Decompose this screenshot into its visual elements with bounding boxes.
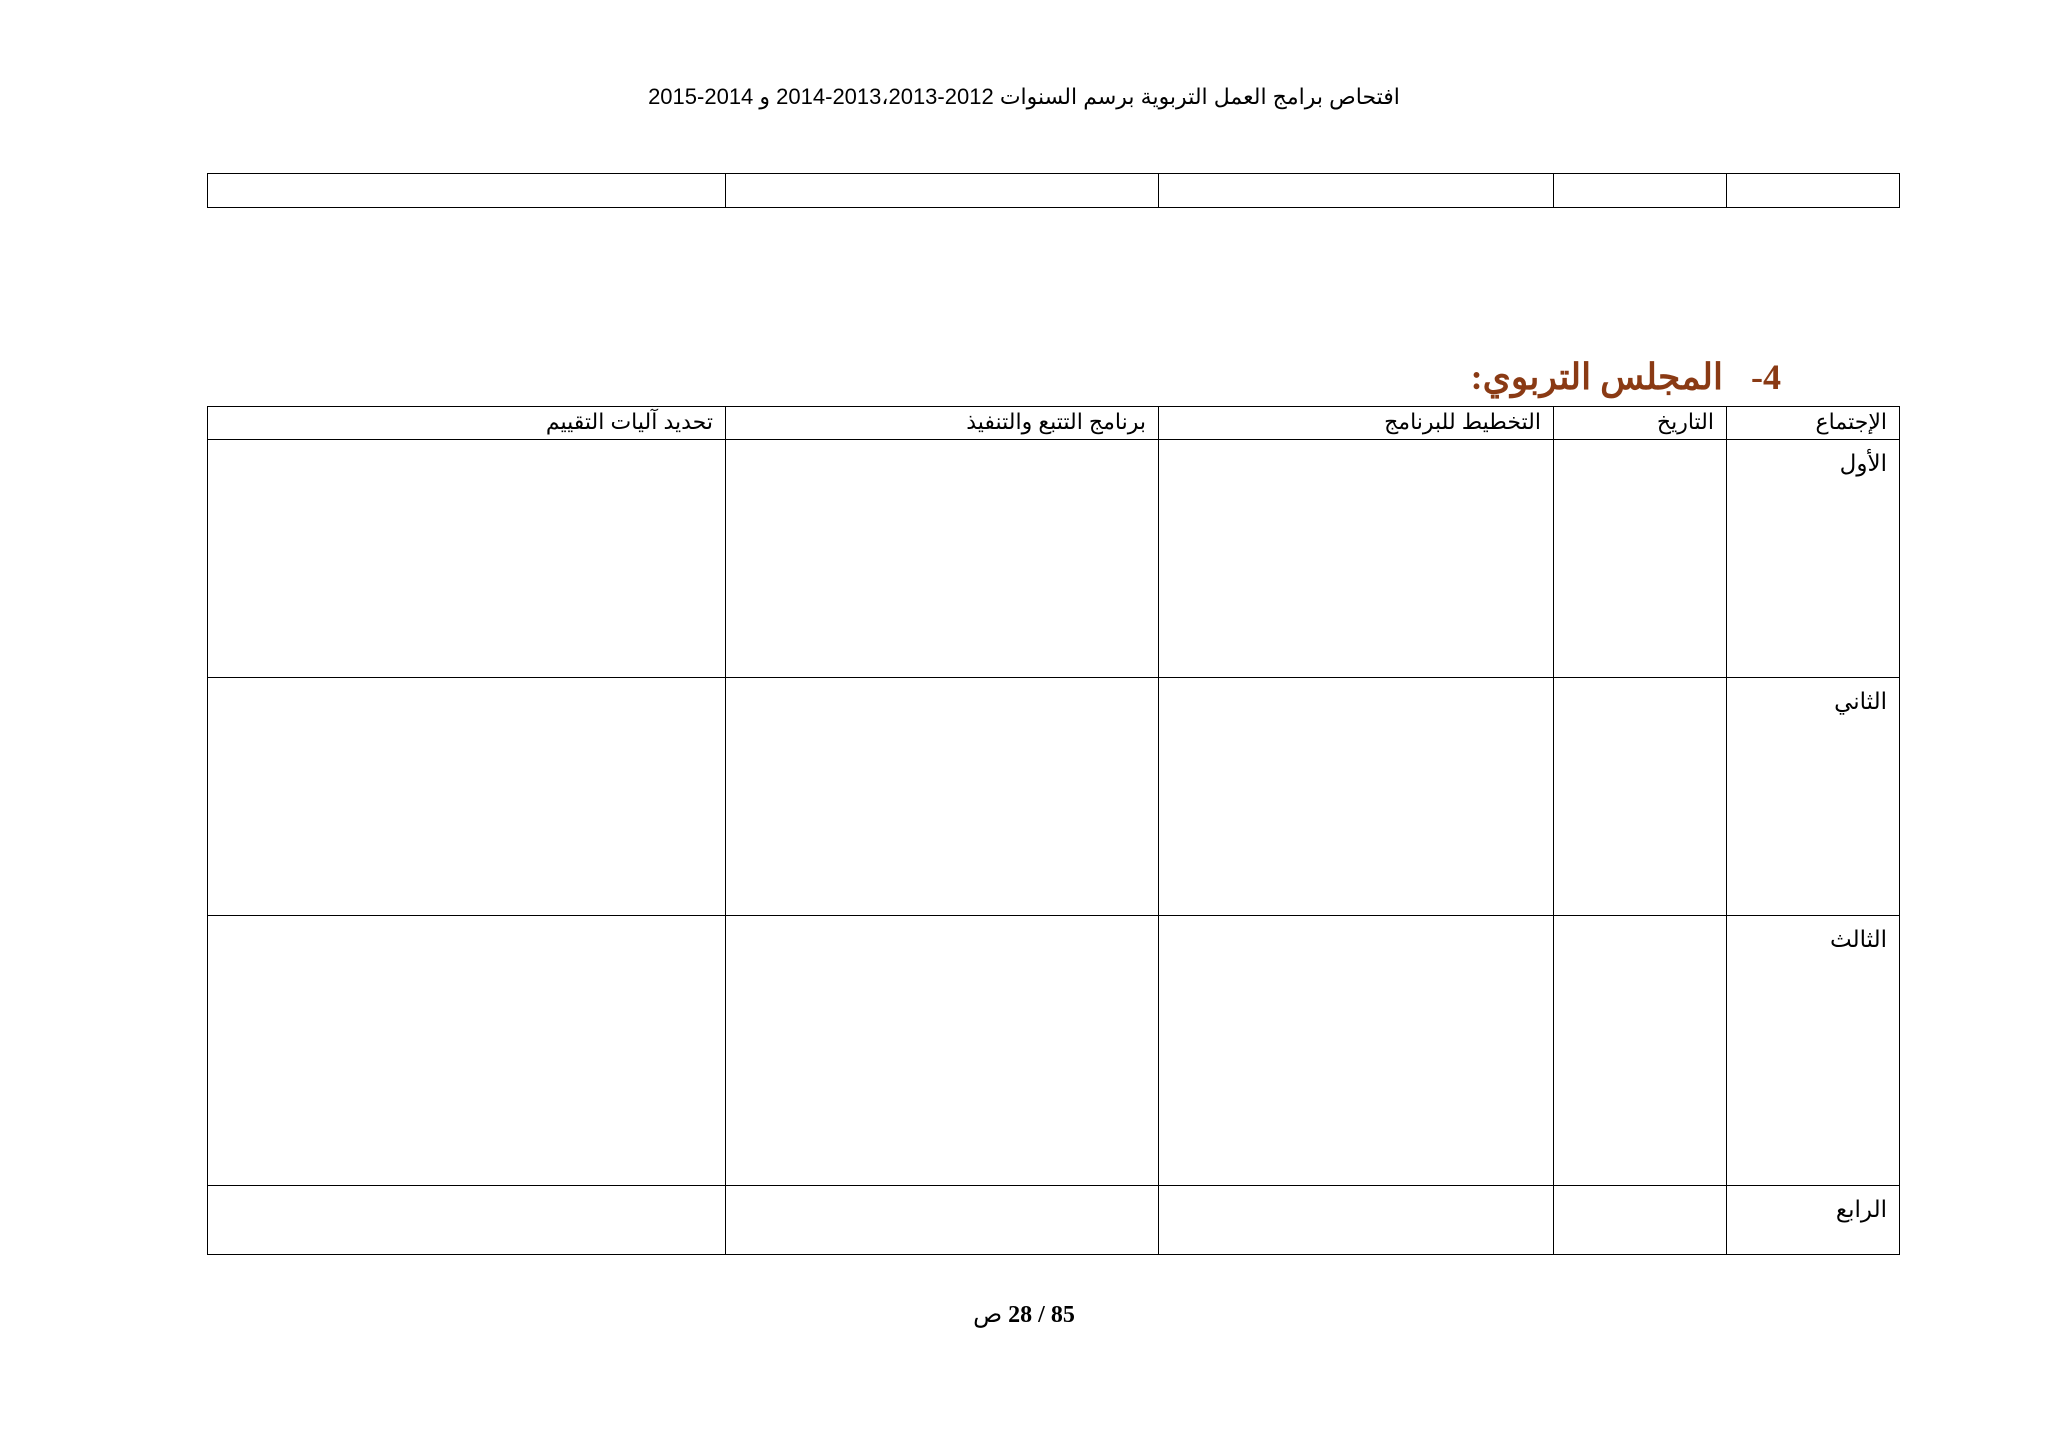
- table-cell: [1727, 174, 1900, 208]
- table-cell: [1554, 174, 1727, 208]
- planning-cell[interactable]: [1159, 678, 1554, 916]
- page-header: افتحاص برامج العمل التربوية برسم السنوات 2012-2013،2013-2014 و 2014-2015: [648, 84, 1400, 109]
- section-heading: [1471, 356, 1781, 398]
- page-suffix: ص: [973, 1302, 1003, 1328]
- section-title: المجلس التربوي:: [1470, 357, 1723, 397]
- column-header-meeting: الإجتماع: [1727, 407, 1900, 440]
- table-cell: [1159, 174, 1554, 208]
- page-number: [0, 1300, 2048, 1329]
- date-cell[interactable]: [1554, 678, 1727, 916]
- table-row: [208, 916, 1900, 1186]
- evaluation-cell[interactable]: [208, 440, 726, 678]
- page-current: 28: [1008, 1302, 1033, 1328]
- meeting-label: الأول: [1727, 440, 1900, 678]
- date-cell[interactable]: [1554, 916, 1727, 1186]
- column-header-planning: التخطيط للبرنامج: [1159, 407, 1554, 440]
- table-row: [208, 174, 1900, 208]
- column-header-date: التاريخ: [1554, 407, 1727, 440]
- table-header-row: [208, 407, 1900, 440]
- meeting-label: الثالث: [1727, 916, 1900, 1186]
- column-header-evaluation: تحديد آليات التقييم: [208, 407, 726, 440]
- follow-up-cell[interactable]: [726, 440, 1159, 678]
- date-cell[interactable]: [1554, 1186, 1727, 1255]
- table-row: [208, 678, 1900, 916]
- planning-cell[interactable]: [1159, 916, 1554, 1186]
- evaluation-cell[interactable]: [208, 916, 726, 1186]
- follow-up-cell[interactable]: [726, 916, 1159, 1186]
- planning-cell[interactable]: [1159, 1186, 1554, 1255]
- meeting-label: الرابع: [1727, 1186, 1900, 1255]
- table-cell: [726, 174, 1159, 208]
- table-row: [208, 1186, 1900, 1255]
- column-header-follow-up: برنامج التتبع والتنفيذ: [726, 407, 1159, 440]
- section-number: 4-: [1751, 357, 1781, 397]
- table-cell: [208, 174, 726, 208]
- council-table: [207, 406, 1900, 1255]
- follow-up-cell[interactable]: [726, 1186, 1159, 1255]
- follow-up-cell[interactable]: [726, 678, 1159, 916]
- evaluation-cell[interactable]: [208, 1186, 726, 1255]
- page-separator: /: [1038, 1302, 1045, 1328]
- page-total: 85: [1050, 1302, 1075, 1328]
- table-row: [208, 440, 1900, 678]
- date-cell[interactable]: [1554, 440, 1727, 678]
- evaluation-cell[interactable]: [208, 678, 726, 916]
- top-table-fragment: [207, 173, 1900, 208]
- planning-cell[interactable]: [1159, 440, 1554, 678]
- meeting-label: الثاني: [1727, 678, 1900, 916]
